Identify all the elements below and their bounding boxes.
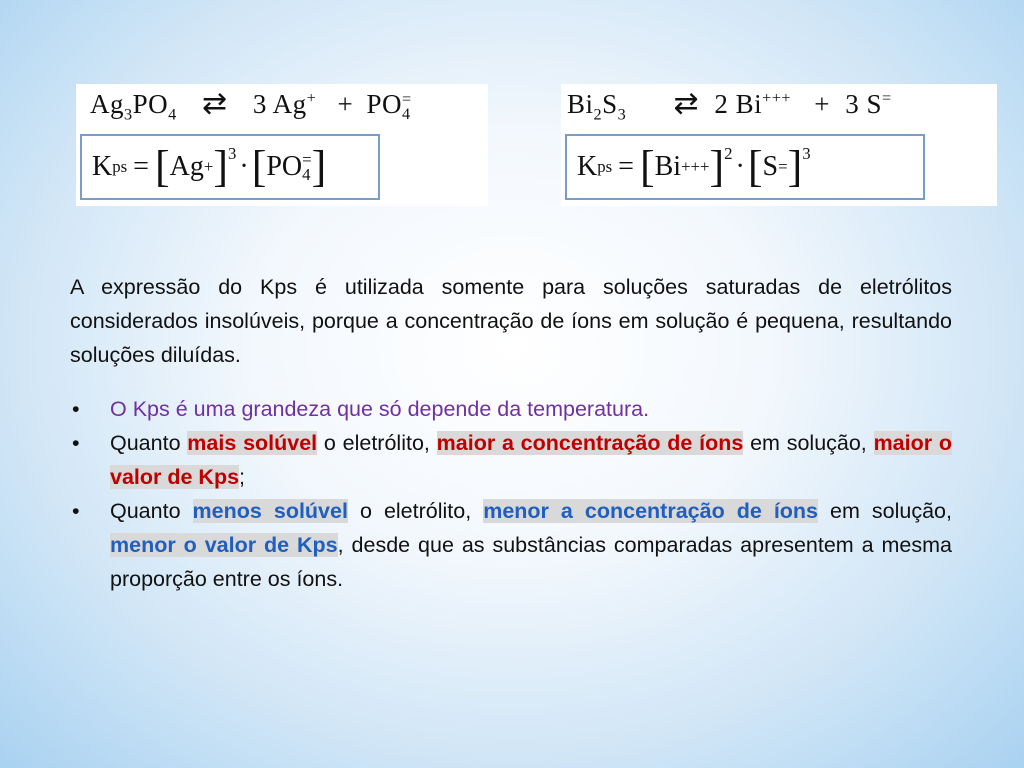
reactant-formula: Ag — [90, 89, 124, 119]
reactant-formula-part: PO — [132, 89, 169, 119]
list-item-text: Quanto — [110, 499, 193, 523]
equals-sign: = — [133, 151, 149, 182]
slide-body — [70, 270, 952, 596]
ion-charge: = — [882, 89, 892, 107]
reactant-subscript: 2 — [593, 105, 603, 124]
list-item-text: o eletrólito, — [317, 431, 437, 455]
highlight-text: menor o valor de Kps — [110, 533, 338, 557]
plus-sign: + — [337, 89, 354, 119]
list-item-text: Quanto — [110, 431, 188, 455]
ion-formula: Bi — [654, 151, 682, 182]
bullet-icon: • — [72, 397, 80, 421]
plus-sign: + — [814, 89, 831, 119]
list-item — [70, 494, 952, 596]
ion-charge: +++ — [762, 89, 792, 107]
highlight-text: maior o valor de Kps — [110, 431, 953, 489]
product-ion: 3 Ag — [252, 89, 307, 119]
multiplication-dot: · — [239, 151, 249, 182]
bismuth-sulfide-equation — [561, 84, 997, 206]
list-item-text: em solução, — [818, 499, 952, 523]
highlight-text: mais solúvel — [187, 431, 318, 455]
ion-charge: +++ — [681, 157, 710, 176]
highlight-text: menos solúvel — [192, 499, 348, 523]
product-ion: PO — [366, 89, 402, 119]
kps-subscript: ps — [597, 157, 613, 176]
list-item-text: ; — [239, 465, 246, 489]
equals-sign: = — [618, 151, 634, 182]
silver-phosphate-kps-expression: K ps = [ Ag + ] $^3$ · [ PO = 4 ] — [80, 134, 380, 200]
exponent: 3 — [227, 144, 237, 163]
reactant-subscript: 4 — [168, 105, 177, 124]
highlight-text: maior a concentração de íons — [436, 431, 744, 455]
ion-charge: = — [778, 157, 788, 176]
list-item-text: em solução, — [743, 431, 874, 455]
reactant-formula-part: S — [602, 89, 618, 119]
ion-formula: PO — [266, 151, 303, 182]
equilibrium-arrow-icon: ⇄ — [673, 87, 700, 120]
product-ion: 3 S — [845, 89, 883, 119]
exponent: 2 — [724, 144, 733, 163]
bullet-icon: • — [72, 499, 80, 523]
ion-charge: = — [302, 149, 312, 169]
ion-formula: S — [762, 151, 779, 182]
list-item — [70, 426, 952, 494]
exponent: 3 — [802, 144, 811, 163]
highlight-text: menor a concentração de íons — [483, 499, 819, 523]
bullet-list — [70, 392, 952, 596]
list-item-text: o eletrólito, — [347, 499, 484, 523]
list-item-text: , desde que as substâncias comparadas apresentem a mesma proporção entre os íons. — [110, 533, 952, 591]
ion-subscript: 4 — [402, 104, 411, 123]
ion-charge: + — [203, 157, 214, 176]
silver-phosphate-reaction — [90, 86, 412, 124]
product-ion: 2 Bi — [714, 89, 763, 119]
kps-symbol: K — [577, 151, 598, 182]
bismuth-sulfide-kps-expression: K ps = [ Bi +++ ] $^2$ · [ S = ] $^3$ — [565, 134, 925, 200]
silver-phosphate-equation — [76, 84, 488, 206]
list-item-text: O Kps é uma grandeza que só depende da temperatura. — [110, 397, 650, 421]
bismuth-sulfide-reaction — [567, 86, 892, 124]
equilibrium-arrow-icon: ⇄ — [201, 87, 228, 120]
reactant-subscript: 3 — [124, 105, 133, 124]
bullet-icon: • — [72, 431, 80, 455]
intro-paragraph: A expressão do Kps é utilizada somente para soluções saturadas de eletrólitos considerados insolúveis, porque a concentração de íons em solução é pequena, resultando soluções diluídas. — [70, 275, 952, 367]
ion-subscript: 4 — [302, 165, 311, 184]
kps-subscript: ps — [112, 157, 128, 176]
reactant-formula: Bi — [567, 89, 594, 119]
ion-charge: + — [306, 89, 317, 107]
kps-symbol: K — [92, 151, 113, 182]
list-item — [70, 392, 952, 426]
reactant-subscript: 3 — [617, 105, 627, 124]
ion-charge: = — [402, 90, 412, 109]
multiplication-dot: · — [735, 151, 745, 182]
ion-formula: Ag — [169, 151, 204, 182]
